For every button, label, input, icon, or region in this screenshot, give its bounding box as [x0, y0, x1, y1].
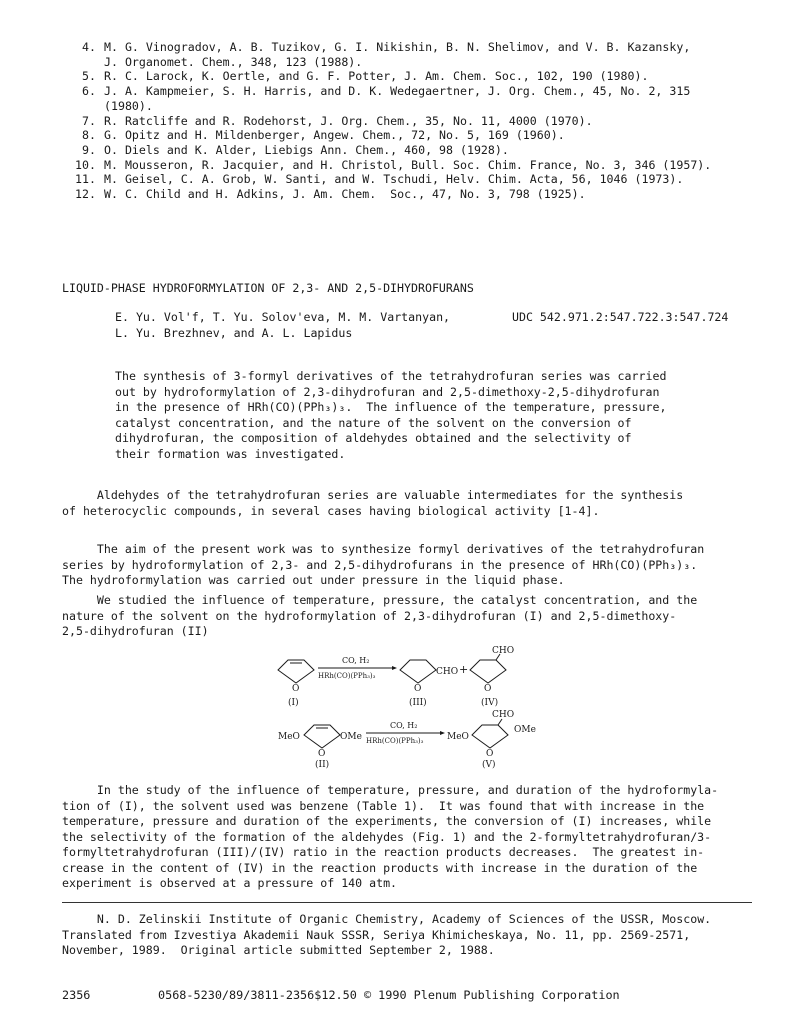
- ring-o-I: O: [292, 684, 300, 694]
- reference-item: [62, 84, 782, 113]
- paragraph-intro: Aldehydes of the tetrahydrofuran series are valuable intermediates for the synthesis of heterocyclic compounds, in several cases having biological activity [1-4].: [62, 488, 684, 518]
- reference-item: [62, 172, 782, 187]
- paragraph-results: In the study of the influence of temperature, pressure, and duration of the hydroformyla- tion of (I), the solvent used was benzene (Table 1). It was found that with increase in the temperature, pressure and duration of the experiments, the conversion of (I) increases, while the selectivity of the formation of the aldehydes (Fig. 1) and the 2-formyltetrahydrofuran/3- formyltetrahydrofuran (III)/(IV) ratio in the reaction products decreases. The greatest in- crease in the content of (IV) in the reaction products with increase in the duration of the experiment is observed at a pressure of 140 atm.: [62, 783, 719, 890]
- paragraph-study: We studied the influence of temperature, pressure, the catalyst concentration, and the nature of the solvent on the hydroformylation of 2,3-dihydrofuran (I) and 2,5-dimethoxy- 2,5-dihydrofuran (II): [62, 593, 698, 638]
- label-II: (II): [315, 760, 330, 770]
- reference-number: 12.: [75, 187, 96, 202]
- footnote-rule: [62, 902, 752, 903]
- reference-number: 7.: [82, 113, 96, 128]
- cho-IV: CHO: [492, 646, 515, 656]
- reference-text: R. C. Larock, K. Oertle, and G. F. Potter, J. Am. Chem. Soc., 102, 190 (1980).: [104, 69, 649, 84]
- udc-code: UDC 542.971.2:547.722.3:547.724: [512, 310, 729, 324]
- reference-text: M. Geisel, C. A. Grob, W. Santi, and W. Tschudi, Helv. Chim. Acta, 56, 1046 (1973).: [104, 172, 684, 187]
- label-III: (III): [409, 698, 427, 708]
- authors-line-1: E. Yu. Vol'f, T. Yu. Solov'eva, M. M. Vartanyan,: [115, 310, 451, 324]
- reference-text: J. A. Kampmeier, S. H. Harris, and D. K. Wedegaertner, J. Org. Chem., 45, No. 2, 315 (1980).: [104, 84, 691, 113]
- label-I: (I): [288, 698, 299, 708]
- ring-o-V: O: [486, 749, 494, 759]
- ome-V: OMe: [514, 725, 536, 735]
- ring-o-III: O: [414, 684, 422, 694]
- reference-number: 9.: [82, 142, 96, 157]
- reagents-top-2: CO, H₂: [390, 721, 418, 730]
- cho-III: CHO: [436, 667, 459, 677]
- reference-text: M. Mousseron, R. Jacquier, and H. Christol, Bull. Soc. Chim. France, No. 3, 346 (1957).: [104, 157, 712, 172]
- reference-text: W. C. Child and H. Adkins, J. Am. Chem. Soc., 47, No. 3, 798 (1925).: [104, 187, 586, 202]
- meo-II: MeO: [278, 732, 300, 742]
- reference-number: 6.: [82, 84, 96, 99]
- reference-text: R. Ratcliffe and R. Rodehorst, J. Org. Chem., 35, No. 11, 4000 (1970).: [104, 113, 593, 128]
- dihydrofuran-structure-I: [278, 660, 314, 683]
- reference-item: [62, 69, 782, 84]
- ome-II: OMe: [340, 732, 362, 742]
- dimethoxy-dihydrofuran-structure-II: [304, 725, 340, 748]
- reference-number: 11.: [75, 172, 96, 187]
- reference-item: [62, 114, 782, 129]
- reference-item: [62, 40, 782, 69]
- references-list: [62, 40, 782, 202]
- catalyst-2: HRh(CO)(PPh₃)₃: [366, 737, 424, 745]
- reference-number: 5.: [82, 69, 96, 84]
- article-title: LIQUID-PHASE HYDROFORMYLATION OF 2,3- AND 2,5-DIHYDROFURANS: [62, 281, 474, 295]
- thf-structure-III: [400, 660, 436, 683]
- reference-item: [62, 187, 782, 202]
- reference-number: 8.: [82, 128, 96, 143]
- reference-item: [62, 143, 782, 158]
- thf-structure-IV: [470, 654, 506, 683]
- page-number: 2356: [62, 988, 91, 1002]
- authors-line-2: L. Yu. Brezhnev, and A. L. Lapidus: [115, 326, 353, 340]
- paragraph-aim: The aim of the present work was to synthesize formyl derivatives of the tetrahydrofuran series by hydroformylation of 2,3- and 2,5-dihydrofurans in the presence of HRh(CO)(PPh₃)₃. The hydroformylation was carried out under pressure in the liquid phase.: [62, 542, 705, 587]
- meo-V: MeO: [447, 732, 469, 742]
- affiliation-note: N. D. Zelinskii Institute of Organic Chemistry, Academy of Sciences of the USSR, Moscow. Translated from Izvestiya Akademii Nauk SSSR, Seriya Khimicheskaya, No. 11, pp. 2569-2571, November, 1989. Original article submitted September 2, 1988.: [62, 912, 712, 957]
- cho-V: CHO: [492, 710, 515, 720]
- plus-sign: +: [459, 663, 469, 676]
- publisher-line: 0568-5230/89/3811-2356$12.50 © 1990 Plenum Publishing Corporation: [158, 988, 620, 1002]
- label-V: (V): [482, 760, 496, 770]
- formyl-dimethoxy-thf-structure-V: [472, 719, 508, 748]
- reference-text: M. G. Vinogradov, A. B. Tuzikov, G. I. Nikishin, B. N. Shelimov, and V. B. Kazansky, J. Organomet. Chem., 348, 123 (1988).: [104, 40, 691, 69]
- label-IV: (IV): [481, 698, 499, 708]
- catalyst-1: HRh(CO)(PPh₃)₃: [318, 672, 376, 680]
- reference-number: 10.: [75, 157, 96, 172]
- reference-text: G. Opitz and H. Mildenberger, Angew. Chem., 72, No. 5, 169 (1960).: [104, 128, 565, 143]
- reaction-scheme: [270, 645, 570, 770]
- reference-item: [62, 158, 782, 173]
- ring-o-IV: O: [484, 684, 492, 694]
- reagents-top-1: CO, H₂: [342, 656, 370, 665]
- reference-text: O. Diels and K. Alder, Liebigs Ann. Chem., 460, 98 (1928).: [104, 142, 509, 157]
- reference-item: [62, 128, 782, 143]
- reference-number: 4.: [82, 40, 96, 54]
- ring-o-II: O: [318, 749, 326, 759]
- abstract: The synthesis of 3-formyl derivatives of the tetrahydrofuran series was carried out by hydroformylation of 2,3-dihydrofuran and 2,5-dimethoxy-2,5-dihydrofuran in the presence of HRh(CO)(PPh₃)₃. The influence of the temperature, pressure, catalyst concentration, and the nature of the solvent on the conversion of dihydrofuran, the composition of aldehydes obtained and the selectivity of their formation was investigated.: [115, 369, 667, 461]
